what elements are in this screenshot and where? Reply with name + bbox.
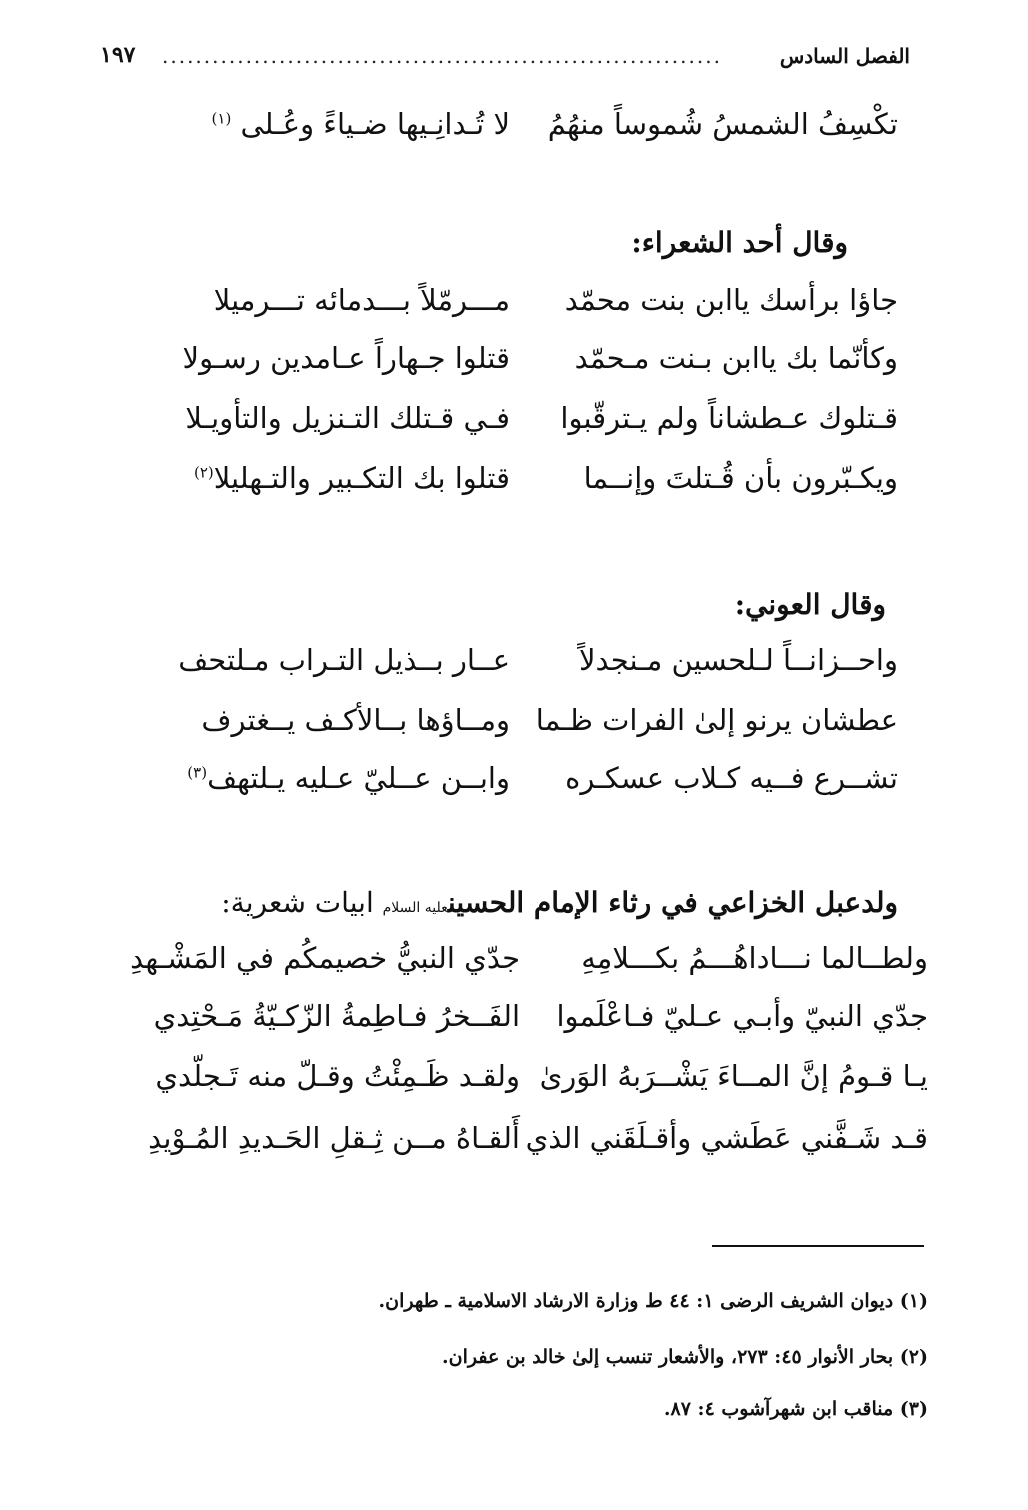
- verse-3-1-second: جدّي النبيُّ خصيمكُم في المَشْـهدِ: [130, 941, 520, 975]
- verse-1-4-second: [130, 461, 510, 495]
- intro-main-text: ولدعبل الخزاعي في رثاء الإمام الحسين: [447, 886, 898, 919]
- section-intro-dibil: [221, 886, 898, 919]
- verse-2-3-first: تشــرع فــيه كـلاب عسكـره: [565, 761, 898, 795]
- verse-2-1-second: عــار بــذيل التـراب مـلتحف: [178, 643, 510, 677]
- verse-1-3-second: فـي قـتلك التـنزيل والتأويـلا: [185, 401, 510, 435]
- verse-2-1-first: واحــزانــاً لـلحسين مـنجدلاً: [579, 643, 898, 677]
- footnote-marker: (٢): [193, 463, 214, 482]
- footnote-separator: [712, 1245, 924, 1247]
- verse-opening-second-hemistich: [130, 107, 510, 141]
- verse-3-1-first: ولطــالما نـــاداهُـــمُ بكـــلامِهِ: [581, 941, 928, 975]
- header-dot-leader: ...................................................................: [162, 44, 722, 68]
- chapter-title: الفصل السادس: [779, 44, 910, 68]
- verse-1-1-second: مـــرمّلاً بـــدمائه تـــرميلا: [213, 283, 510, 317]
- verse-2-3-second: [130, 761, 510, 795]
- intro-rest-text: ابيات شعرية:: [221, 886, 383, 919]
- footnote-2: (٢) بحار الأنوار ٤٥: ٢٧٣، والأشعار تنسب إلىٰ خالد بن عفران.: [442, 1346, 928, 1368]
- honorific-text: عليه السلام: [382, 900, 448, 916]
- verse-1-2-second: قتلوا جـهاراً عـامدين رسـولا: [182, 341, 510, 375]
- verse-3-4-first: قـد شَـفَّني عَطَشي وأقـلَقَني الذي: [525, 1121, 928, 1155]
- verse-1-2-first: وكأنّما بك ياابن بـنت مـحمّد: [574, 341, 898, 375]
- section-intro-awni: وقال العوني:: [734, 588, 886, 621]
- hemistich-text: لا تُـدانِـيها ضـياءً وعُـلى: [240, 107, 510, 141]
- verse-2-2-second: ومــاؤها بــالأكـف يــغترف: [201, 703, 510, 737]
- verse-3-2-second: الفَــخرُ فـاطِمةُ الزّكـيّةُ مَـحْتِدي: [153, 999, 520, 1033]
- verse-3-2-first: جدّي النبيّ وأبـي عـليّ فـاعْلَموا: [556, 999, 928, 1033]
- footnote-marker: (٣): [187, 763, 208, 782]
- hemistich-text: وابــن عــليّ عـليه يـلتهف: [207, 761, 510, 795]
- hemistich-text: قتلوا بك التكـبير والتـهليلا: [213, 461, 510, 495]
- footnote-3: (٣) مناقب ابن شهرآشوب ٤: ٨٧.: [663, 1398, 928, 1420]
- verse-opening-first-hemistich: تكْسِفُ الشمسُ شُموساً منهُمُ: [547, 107, 898, 141]
- verse-2-2-first: عطشان يرنو إلىٰ الفرات ظـما: [535, 703, 898, 737]
- verse-3-3-first: يـا قـومُ إنَّ المــاءَ يَشْــرَبهُ الوَرىٰ: [539, 1059, 928, 1093]
- section-intro-poets: وقال أحد الشعراء:: [631, 226, 848, 259]
- verse-3-4-second: أَلقـاهُ مــن ثِـقلِ الحَـديدِ المُـوْيدِ: [148, 1121, 520, 1155]
- verse-1-4-first: ويكـبّرون بأن قُـتلتَ وإنــما: [583, 461, 898, 495]
- verse-1-1-first: جاؤا برأسك ياابن بنت محمّد: [564, 283, 898, 317]
- verse-1-3-first: قـتلوك عـطشاناً ولم يـترقّبوا: [560, 401, 898, 435]
- verse-3-3-second: ولقـد ظَـمِئْتُ وقـلّ منه تَـجلّدي: [155, 1059, 520, 1093]
- footnote-1: (١) ديوان الشريف الرضى ١: ٤٤ ط وزارة الارشاد الاسلامية ـ طهران.: [378, 1290, 928, 1312]
- page-number: ١٩٧: [100, 42, 136, 68]
- footnote-marker: (١): [211, 109, 232, 128]
